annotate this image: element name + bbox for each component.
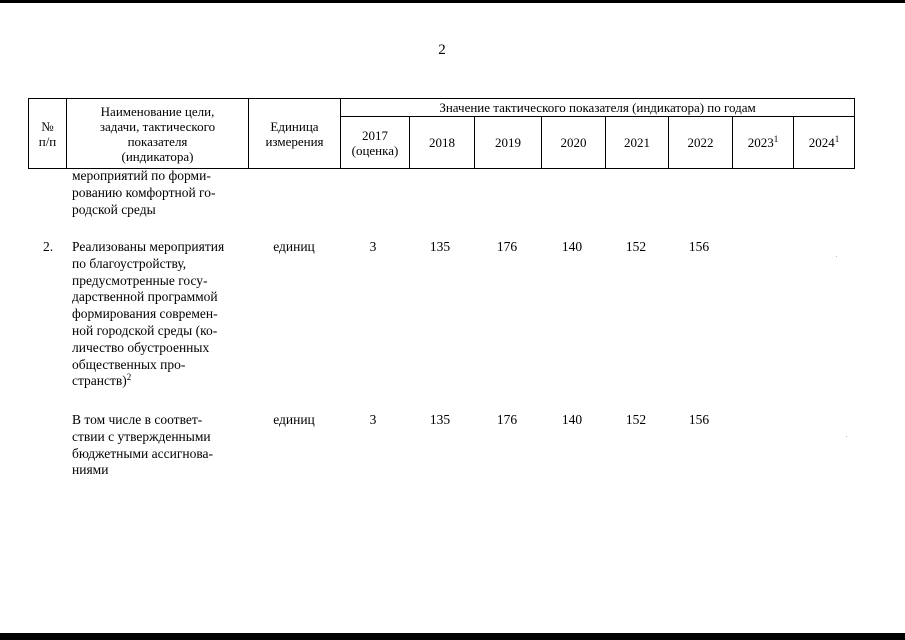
row-unit: единиц	[273, 412, 315, 427]
bottom-border	[0, 633, 905, 640]
value-2018: 135	[429, 239, 451, 254]
value-2022: 156	[688, 239, 710, 254]
header-name: Наименование цели, задачи, тактического показателя (индикатора)	[67, 99, 249, 169]
header-year: 2021	[606, 117, 669, 169]
header-group-title: Значение тактического показателя (индикатора) по годам	[341, 99, 855, 117]
header-unit: Единица измерения	[249, 99, 341, 169]
scan-speck	[836, 256, 837, 257]
value-2019: 176	[496, 412, 518, 427]
value-2017: 3	[369, 412, 377, 427]
header-year: 2018	[410, 117, 475, 169]
row-description: В том числе в соответ- ствии с утвержденными бюджетными ассигнова- ниями	[72, 412, 214, 478]
scan-speck	[846, 436, 847, 437]
continuation-text: мероприятий по форми- рованию комфортной го- родской среды	[72, 168, 216, 217]
value-2021: 152	[625, 239, 647, 254]
header-year: 2022	[669, 117, 733, 169]
value-2021: 152	[625, 412, 647, 427]
top-border	[0, 0, 905, 3]
row-unit: единиц	[273, 239, 315, 254]
value-2020: 140	[561, 239, 583, 254]
header-num: № п/п	[29, 99, 67, 169]
header-year: 2020	[542, 117, 606, 169]
row-number: 2.	[42, 239, 54, 254]
value-2020: 140	[561, 412, 583, 427]
table-header	[28, 98, 855, 169]
value-2018: 135	[429, 412, 451, 427]
value-2019: 176	[496, 239, 518, 254]
header-year: 2017 (оценка)	[341, 117, 410, 169]
value-2017: 3	[369, 239, 377, 254]
value-2022: 156	[688, 412, 710, 427]
header-year: 2024$^1$	[794, 117, 855, 169]
header-year: 2019	[475, 117, 542, 169]
header-year: 2023$^1$	[733, 117, 794, 169]
row-description: Реализованы мероприятия по благоустройству, предусмотренные госу- дарственной программой формирования современ- ной городской среды (ко- личество обустроенных общественных про- странств)$^2$	[72, 239, 225, 389]
page-number: 2	[438, 42, 446, 58]
